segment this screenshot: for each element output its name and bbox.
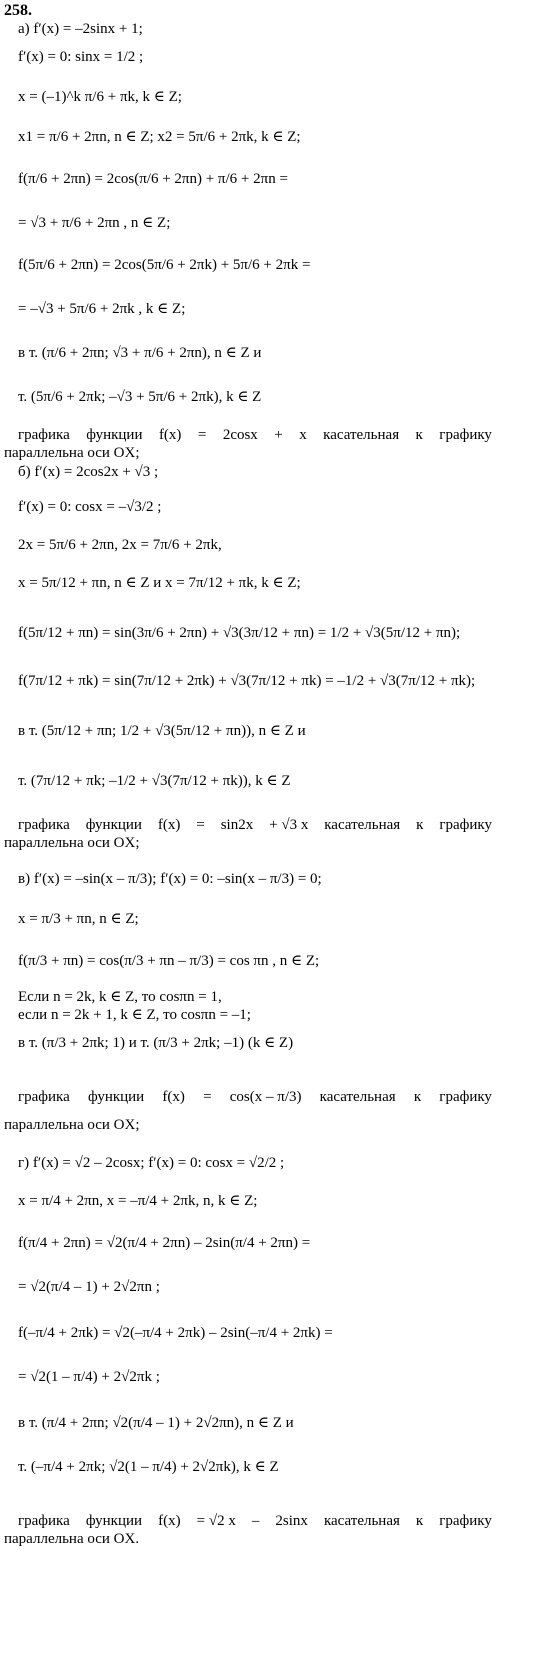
formula-line: f(π/6 + 2πn) = 2cos(π/6 + 2πn) + π/6 + 2πn = [18, 171, 288, 187]
formula-line: f(π/3 + πn) = cos(π/3 + πn – π/3) = cos πn , n ∈ Z; [18, 953, 320, 969]
formula-line: 2x = 5π/6 + 2πn, 2x = 7π/6 + 2πk, [18, 537, 222, 553]
problem-number: 258. [4, 2, 32, 19]
formula-line: = √2(1 – π/4) + 2√2πk ; [18, 1369, 160, 1385]
formula-line: в т. (5π/12 + πn; 1/2 + √3(5π/12 + πn)), n ∈ Z и [18, 723, 306, 739]
conclusion-word: f(x) [162, 1089, 185, 1105]
conclusion-word: функции [87, 1089, 145, 1105]
conclusion-word: 2cosx [222, 427, 258, 443]
formula-line: f(5π/6 + 2πn) = 2cos(5π/6 + 2πk) + 5π/6 + 2πk = [18, 257, 311, 273]
formula-line: f(π/4 + 2πn) = √2(π/4 + 2πn) – 2sin(π/4 + 2πn) = [18, 1235, 311, 1251]
formula-line: если n = 2k + 1, k ∈ Z, то cosπn = –1; [18, 1007, 251, 1023]
conclusion-word: касательная [319, 1089, 396, 1105]
formula-line: x1 = π/6 + 2πn, n ∈ Z; x2 = 5π/6 + 2πk, k ∈ Z; [18, 129, 301, 145]
conclusion-word: = [197, 427, 207, 443]
conclusion-word: функции [85, 817, 142, 833]
conclusion-word: 2sinx [275, 1513, 308, 1529]
conclusion-word: касательная [323, 1513, 400, 1529]
formula-line: в т. (π/6 + 2πn; √3 + π/6 + 2πn), n ∈ Z и [18, 345, 262, 361]
conclusion-line [18, 1514, 492, 1529]
conclusion-word: касательная [324, 817, 401, 833]
formula-line: в т. (π/4 + 2πn; √2(π/4 – 1) + 2√2πn), n ∈ Z и [18, 1415, 294, 1431]
conclusion-word: к [415, 1513, 424, 1529]
formula-line: т. (7π/12 + πk; –1/2 + √3(7π/12 + πk)), k ∈ Z [18, 773, 291, 789]
conclusion-word: = [196, 817, 205, 833]
conclusion-line [18, 818, 492, 833]
conclusion-word: sin2x [220, 817, 254, 833]
formula-line: г) f′(x) = √2 – 2cosx; f′(x) = 0: cosx = √2/2 ; [18, 1155, 285, 1171]
conclusion-word: – [251, 1513, 260, 1529]
conclusion-word: графику [439, 1089, 492, 1105]
formula-line: б) f′(x) = 2cos2x + √3 ; [18, 464, 159, 480]
conclusion-line [18, 1090, 492, 1105]
conclusion-word: графика [18, 1089, 70, 1105]
conclusion-word: к [415, 427, 423, 443]
conclusion-word: функции [85, 1513, 143, 1529]
plain-line: параллельна оси OX; [4, 445, 140, 461]
formula-line: x = (–1)^k π/6 + πk, k ∈ Z; [18, 89, 182, 105]
formula-line: а) f′(x) = –2sinx + 1; [18, 21, 143, 37]
conclusion-word: + [274, 427, 283, 443]
formula-line: x = π/3 + πn, n ∈ Z; [18, 911, 139, 927]
plain-line: параллельна оси OX; [4, 1117, 140, 1133]
conclusion-word: к [416, 817, 424, 833]
conclusion-word: x [299, 427, 307, 443]
conclusion-word: графика [18, 817, 70, 833]
conclusion-word: к [413, 1089, 422, 1105]
conclusion-word: cos(x – π/3) [229, 1089, 302, 1105]
conclusion-word: графику [439, 1513, 492, 1529]
formula-line: f′(x) = 0: cosx = –√3/2 ; [18, 499, 162, 515]
conclusion-line [18, 428, 492, 443]
formula-line: x = 5π/12 + πn, n ∈ Z и x = 7π/12 + πk, k ∈ Z; [18, 575, 301, 591]
conclusion-word: графику [439, 817, 492, 833]
conclusion-word: f(x) [158, 1513, 181, 1529]
plain-line: параллельна оси OX. [4, 1531, 140, 1547]
conclusion-word: касательная [323, 427, 400, 443]
conclusion-word: = [203, 1089, 212, 1105]
conclusion-word: графику [439, 427, 492, 443]
conclusion-word: графика [18, 1513, 70, 1529]
formula-line: x = π/4 + 2πn, x = –π/4 + 2πk, n, k ∈ Z; [18, 1193, 258, 1209]
formula-line: в т. (π/3 + 2πk; 1) и т. (π/3 + 2πk; –1) (k ∈ Z) [18, 1035, 294, 1051]
conclusion-word: = √2 x [196, 1513, 236, 1529]
formula-line: т. (–π/4 + 2πk; √2(1 – π/4) + 2√2πk), k ∈ Z [18, 1459, 279, 1475]
formula-line: f(7π/12 + πk) = sin(7π/12 + 2πk) + √3(7π/12 + πk) = –1/2 + √3(7π/12 + πk); [18, 673, 476, 689]
formula-line: в) f′(x) = –sin(x – π/3); f′(x) = 0: –sin(x – π/3) = 0; [18, 871, 322, 887]
formula-line: = √2(π/4 – 1) + 2√2πn ; [18, 1279, 160, 1295]
formula-line: f′(x) = 0: sinx = 1/2 ; [18, 49, 144, 65]
conclusion-word: функции [86, 427, 143, 443]
conclusion-word: + √3 x [269, 817, 309, 833]
conclusion-word: f(x) [158, 427, 182, 443]
formula-line: = √3 + π/6 + 2πn , n ∈ Z; [18, 215, 171, 231]
formula-line: f(–π/4 + 2πk) = √2(–π/4 + 2πk) – 2sin(–π/4 + 2πk) = [18, 1325, 333, 1341]
formula-line: т. (5π/6 + 2πk; –√3 + 5π/6 + 2πk), k ∈ Z [18, 389, 262, 405]
conclusion-word: графика [18, 427, 70, 443]
formula-line: f(5π/12 + πn) = sin(3π/6 + 2πn) + √3(3π/12 + πn) = 1/2 + √3(5π/12 + πn); [18, 625, 461, 641]
conclusion-word: f(x) [157, 817, 181, 833]
formula-line: = –√3 + 5π/6 + 2πk , k ∈ Z; [18, 301, 186, 317]
formula-line: Если n = 2k, k ∈ Z, то cosπn = 1, [18, 989, 222, 1005]
plain-line: параллельна оси OX; [4, 835, 140, 851]
